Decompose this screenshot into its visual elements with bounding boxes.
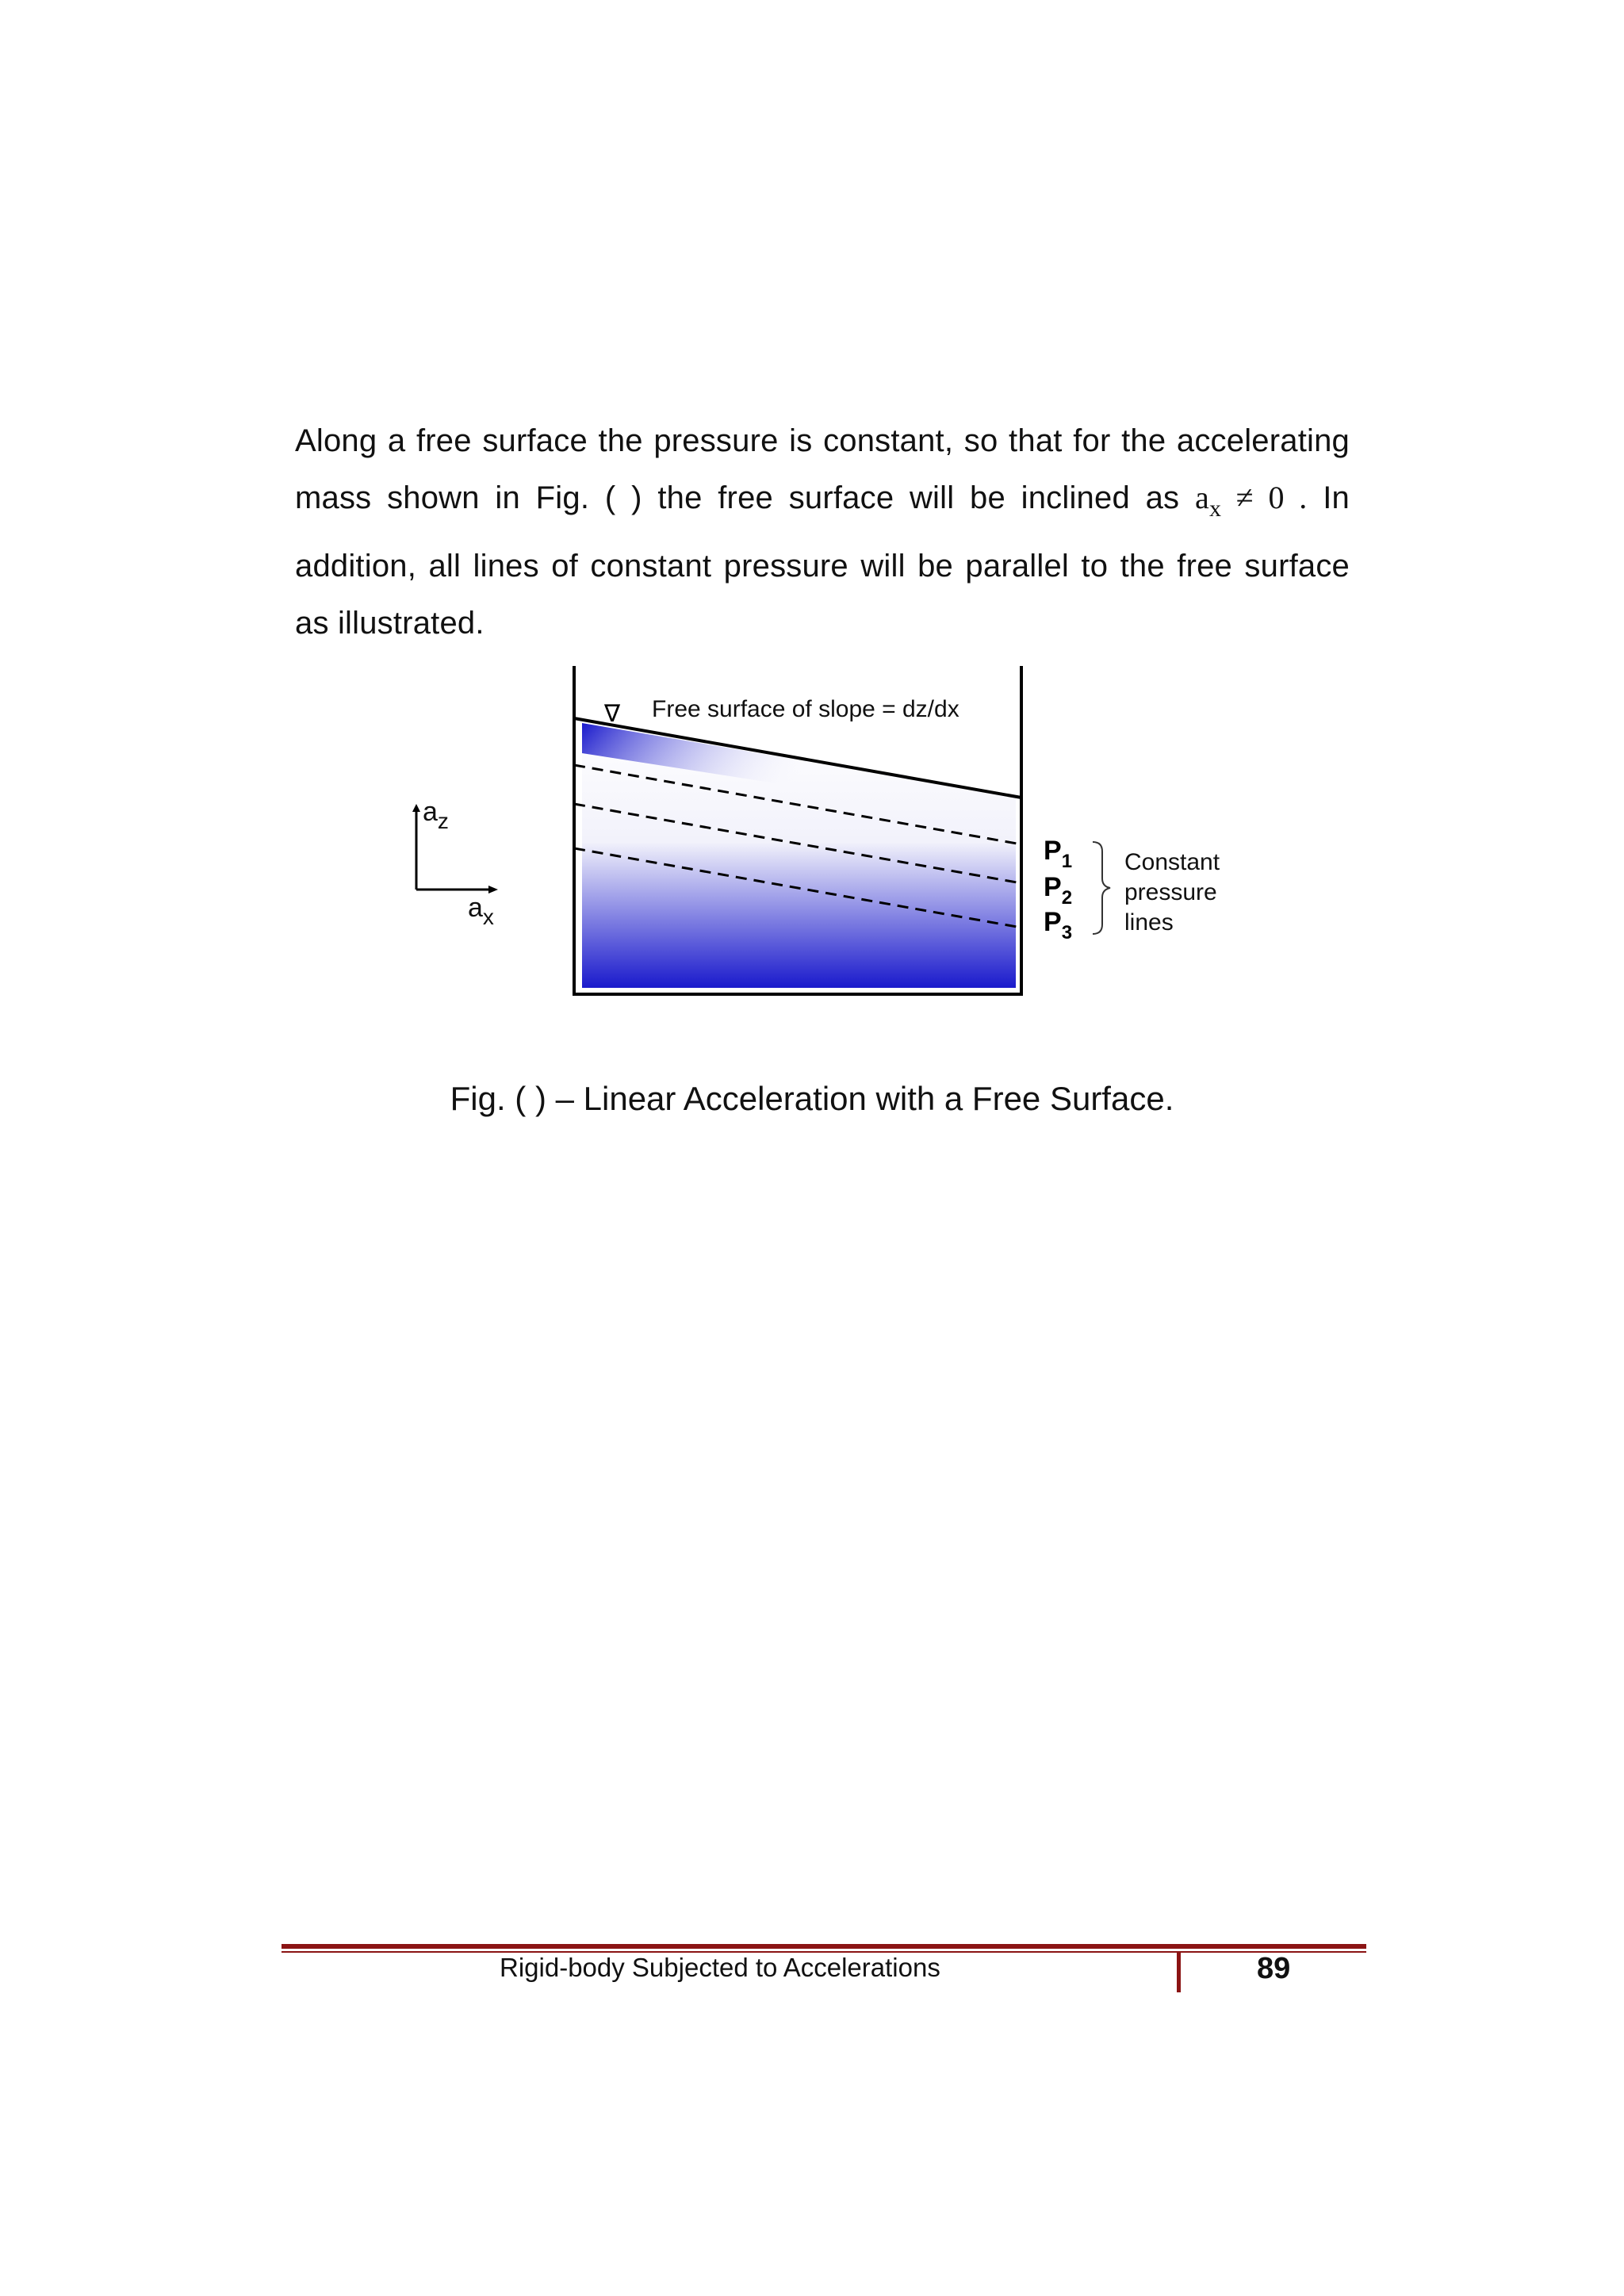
bracket-label-line-1: Constant [1124, 849, 1220, 875]
free-surface-label: Free surface of slope = dz/dx [652, 696, 959, 722]
body-paragraph [295, 412, 1350, 652]
bracket-label-line-2: pressure [1124, 879, 1217, 905]
figure-diagram [349, 658, 1300, 1015]
figure-caption: Fig. ( ) – Linear Acceleration with a Free Surface. [450, 1080, 1174, 1117]
footer-rule-thick [282, 1944, 1366, 1949]
math-var: a [1194, 480, 1209, 515]
free-surface-symbol: ∇ [604, 700, 621, 728]
math-sub: x [1208, 496, 1222, 522]
pressure-label-p1: $P_1$ [1044, 836, 1073, 872]
axis-x-arrow-icon [488, 886, 498, 894]
paragraph-line-4: as illustrated. [295, 606, 485, 641]
footer-separator [1177, 1953, 1181, 1992]
page-number: 89 [1257, 1952, 1291, 1985]
math-ax-not-zero [1194, 480, 1308, 522]
pressure-label-p3: $P_3$ [1044, 907, 1073, 943]
pressure-label-p2: $P_2$ [1044, 872, 1073, 909]
paragraph-line-1: Along a free surface the pressure is constant, so that for the accelerating [295, 423, 1350, 458]
math-relation: ≠ 0 . [1235, 480, 1308, 515]
brace-icon [1093, 842, 1110, 934]
paragraph-line-3: addition, all lines of constant pressure will be parallel to the free surface [295, 549, 1350, 584]
paragraph-line-2-text: mass shown in Fig. ( ) the free surface will be inclined as [295, 480, 1180, 515]
axis-z-label: $a_z$ [423, 797, 449, 833]
paragraph-line-2-end: In [1323, 480, 1350, 515]
footer-title: Rigid-body Subjected to Accelerations [500, 1953, 940, 1982]
figure-linear-acceleration [349, 658, 1300, 1015]
paragraph-line-2 [295, 469, 1350, 538]
bracket-label-line-3: lines [1124, 909, 1174, 936]
axis-z-arrow-icon [412, 804, 420, 812]
axis-x-label: $a_x$ [468, 893, 494, 929]
